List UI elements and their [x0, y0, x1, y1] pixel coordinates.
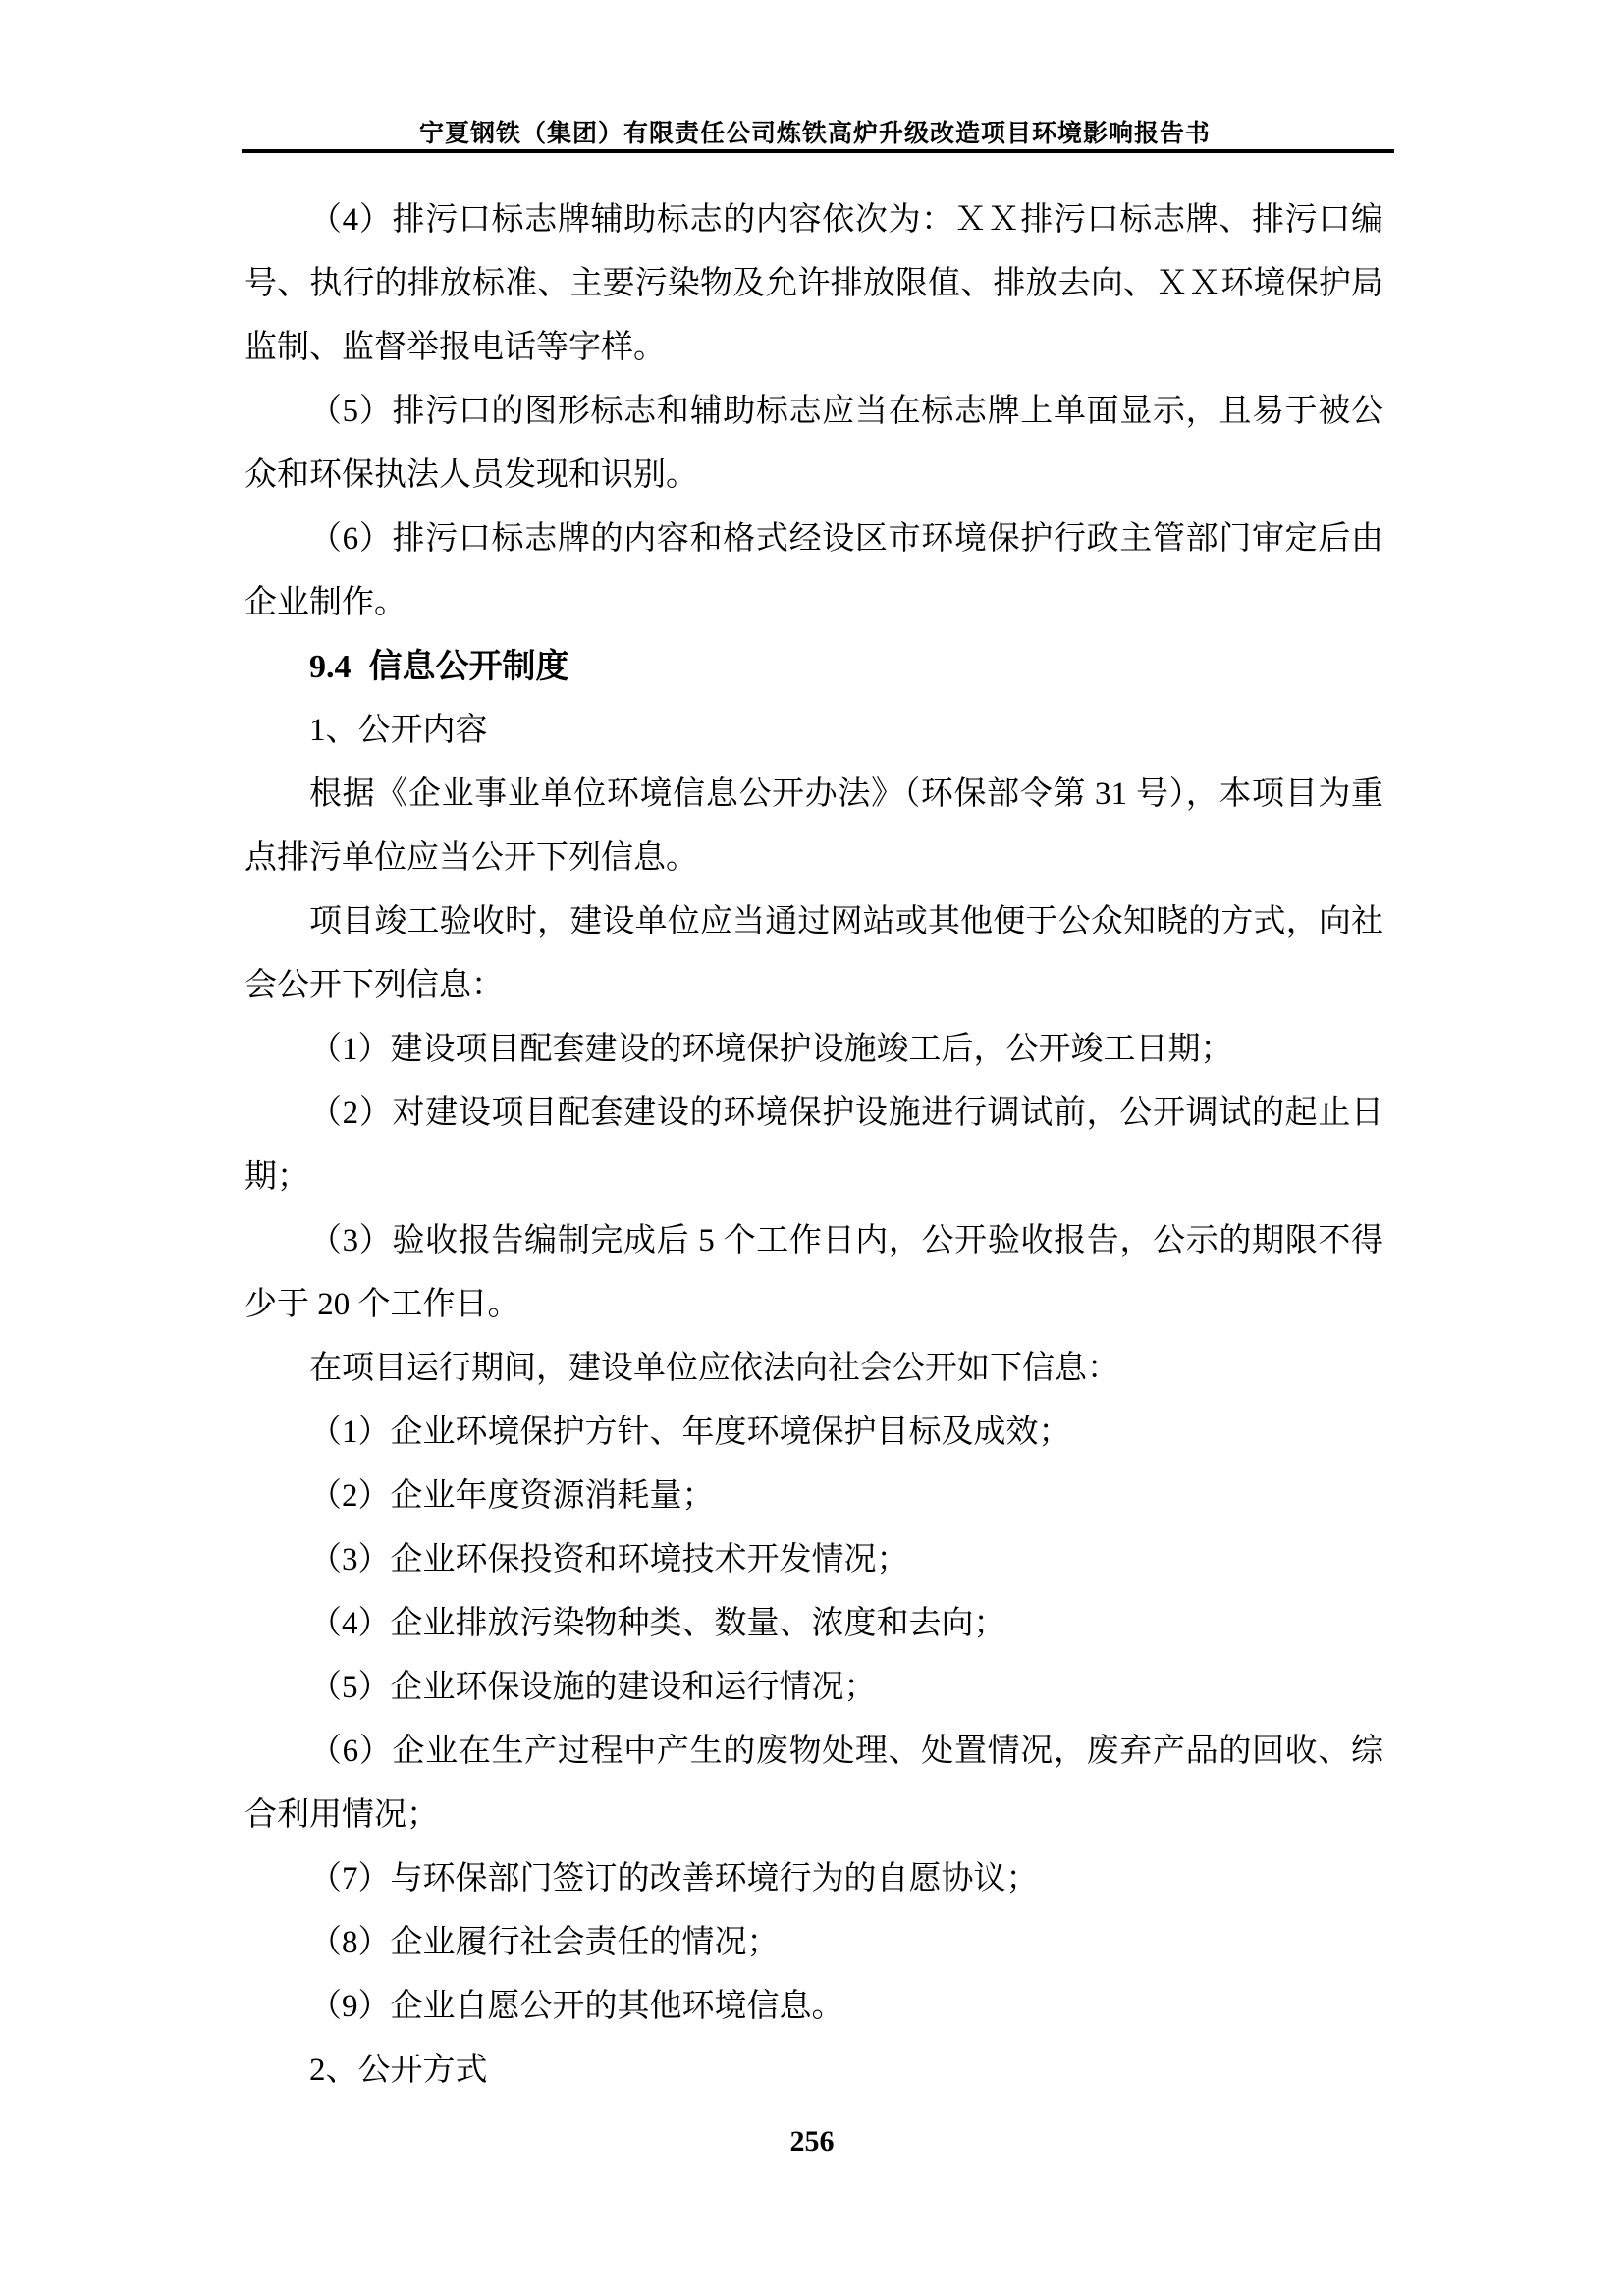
body-line: 点排污单位应当公开下列信息。	[244, 840, 698, 876]
body-line: （1）建设项目配套建设的环境保护设施竣工后，公开竣工日期；	[309, 1032, 1233, 1067]
body-line: 1、公开内容	[309, 713, 488, 748]
report-header-title: 宁夏钢铁（集团）有限责任公司炼铁高炉升级改造项目环境影响报告书	[418, 121, 1211, 147]
body-line: （3）验收报告编制完成后 5 个工作日内，公开验收报告，公示的期限不得	[309, 1223, 1383, 1258]
body-line: 企业制作。	[244, 585, 406, 620]
body-line: （4）企业排放污染物种类、数量、浓度和去向；	[309, 1606, 1006, 1641]
body-line: 2、公开方式	[309, 2053, 488, 2088]
body-line: （2）对建设项目配套建设的环境保护设施进行调试前，公开调试的起止日	[309, 1095, 1383, 1131]
body-line: （9）企业自愿公开的其他环境信息。	[309, 1989, 844, 2024]
body-line: （6）企业在生产过程中产生的废物处理、处置情况，废弃产品的回收、综	[309, 1734, 1383, 1769]
document-body	[244, 188, 1383, 2103]
body-line: （3）企业环保投资和环境技术开发情况；	[309, 1542, 909, 1577]
body-line: 项目竣工验收时，建设单位应当通过网站或其他便于公众知晓的方式，向社	[309, 904, 1383, 939]
body-line: 期；	[244, 1159, 309, 1195]
body-line: 少于 20 个工作日。	[244, 1287, 520, 1322]
page-number: 256	[789, 2125, 835, 2158]
section-heading-number: 9.4	[309, 649, 352, 685]
body-line: （7）与环保部门签订的改善环境行为的自愿协议；	[309, 1861, 1039, 1896]
body-line: 号、执行的排放标准、主要污染物及允许排放限值、排放去向、ＸＸ环境保护局	[244, 266, 1383, 301]
body-line: （5）企业环保设施的建设和运行情况；	[309, 1670, 877, 1705]
body-line: 众和环保执法人员发现和识别。	[244, 457, 698, 493]
section-heading	[244, 635, 1383, 699]
body-line: （2）企业年度资源消耗量；	[309, 1478, 715, 1514]
body-line: 合利用情况；	[244, 1797, 439, 1833]
body-line: 根据《企业事业单位环境信息公开办法》（环保部令第 31 号），本项目为重	[309, 776, 1383, 812]
section-heading-title: 信息公开制度	[368, 649, 569, 685]
body-line: （6）排污口标志牌的内容和格式经设区市环境保护行政主管部门审定后由	[309, 521, 1383, 557]
header-rule	[242, 149, 1394, 153]
body-line: 在项目运行期间，建设单位应依法向社会公开如下信息：	[309, 1351, 1119, 1386]
body-line: （1）企业环境保护方针、年度环境保护目标及成效；	[309, 1415, 1071, 1450]
body-line: 会公开下列信息：	[244, 968, 504, 1003]
body-line: （5）排污口的图形标志和辅助标志应当在标志牌上单面显示，且易于被公	[309, 394, 1383, 429]
body-line: （4）排污口标志牌辅助标志的内容依次为：ＸＸ排污口标志牌、排污口编	[309, 202, 1383, 238]
body-line: （8）企业履行社会责任的情况；	[309, 1925, 780, 1960]
body-line: 监制、监督举报电话等字样。	[244, 330, 666, 365]
